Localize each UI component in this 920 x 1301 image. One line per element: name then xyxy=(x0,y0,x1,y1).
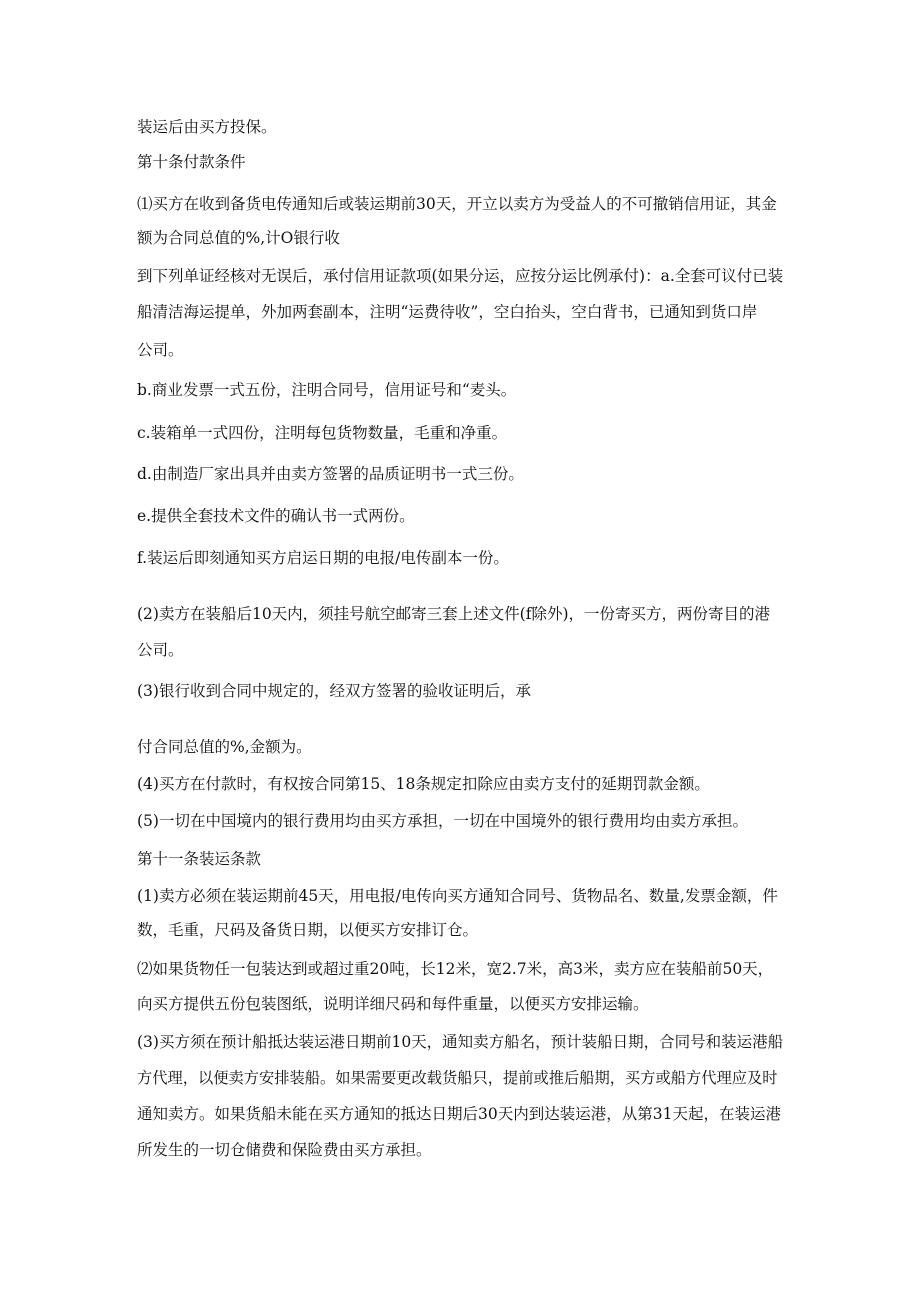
text-line: 船清洁海运提单，外加两套副本，注明“运费待收”，空白抬头，空白背书，已通知到货口岸 xyxy=(137,303,758,321)
list-item: d.由制造厂家出具并由卖方签署的品质证明书一式三份。 xyxy=(137,465,524,483)
text-line: 装运后由买方投保。 xyxy=(137,118,277,136)
text-line: ⑵如果货物任一包装达到或超过重20吨，长12米，宽2.7米，高3米，卖方应在装船前50天， xyxy=(137,960,774,978)
text-line: 付合同总值的%,金额为。 xyxy=(137,738,312,756)
text-line: 方代理，以便卖方安排装船。如果需要更改载货船只，提前或推后船期，买方或船方代理应及时 xyxy=(137,1069,778,1087)
text-line: 向买方提供五份包装图纸，说明详细尺码和每件重量，以便买方安排运输。 xyxy=(137,995,649,1013)
list-item: c.装箱单一式四份，注明每包货物数量，毛重和净重。 xyxy=(137,424,508,442)
text-line: 额为合同总值的%,计O银行收 xyxy=(137,229,340,247)
list-item: e.提供全套技术文件的确认书一式两份。 xyxy=(137,507,415,525)
text-line: 通知卖方。如果货船未能在买方通知的抵达日期后30天内到达装运港，从第31天起，在装运港 xyxy=(137,1105,781,1123)
text-line: (2)卖方在装船后10天内，须挂号航空邮寄三套上述文件(f除外)，一份寄买方，两份寄目的港 xyxy=(137,605,771,623)
list-item: b.商业发票一式五份，注明合同号，信用证号和“麦头。 xyxy=(137,381,517,399)
text-line: ⑴买方在收到备货电传通知后或装运期前30天，开立以卖方为受益人的不可撤销信用证，其金 xyxy=(137,195,777,213)
text-line: (3)银行收到合同中规定的，经双方签署的验收证明后，承 xyxy=(137,682,531,700)
list-item: f.装运后即刻通知买方启运日期的电报/电传副本一份。 xyxy=(137,549,509,567)
text-line: (1)卖方必须在装运期前45天，用电报/电传向买方通知合同号、货物品名、数量,发票金额，件 xyxy=(137,887,778,905)
text-line: 公司。 xyxy=(137,641,184,659)
text-line: 到下列单证经核对无误后，承付信用证款项(如果分运，应按分运比例承付)：a.全套可议付已装 xyxy=(137,267,784,285)
text-line: 公司。 xyxy=(137,341,184,359)
text-line: 数，毛重，尺码及备货日期，以便买方安排订仓。 xyxy=(137,921,479,939)
text-line: (4)买方在付款时，有权按合同第15、18条规定扣除应由卖方支付的延期罚款金额。 xyxy=(137,775,710,793)
section-heading-10: 第十条付款条件 xyxy=(137,153,246,171)
text-line: 所发生的一切仓储费和保险费由买方承担。 xyxy=(137,1141,432,1159)
text-line: (5)一切在中国境内的银行费用均由买方承担，一切在中国境外的银行费用均由卖方承担。 xyxy=(137,812,748,830)
text-line: (3)买方须在预计船抵达装运港日期前10天，通知卖方船名，预计装船日期，合同号和装运港船 xyxy=(137,1033,784,1051)
section-heading-11: 第十一条装运条款 xyxy=(137,850,262,868)
